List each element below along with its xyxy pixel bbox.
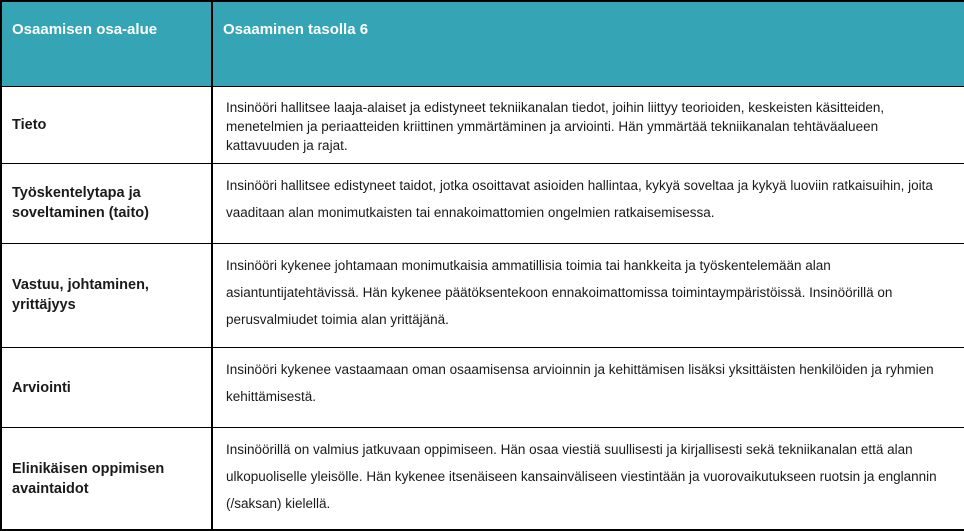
column-header-level-6: Osaaminen tasolla 6	[212, 1, 964, 86]
table-row-elinikainen	[1, 428, 964, 530]
table-body	[1, 86, 964, 530]
column-header-competence-area: Osaamisen osa-alue	[1, 1, 212, 86]
competence-description-cell: Insinööri hallitsee edistyneet taidot, jotka osoittavat asioiden hallintaa, kykyä soveltaa ja kykyä luoviin ratkaisuihin, joita vaaditaan alan monimutkaisten tai ennakoimattomien ongelmien ratkaisemisessa.	[212, 163, 964, 243]
competence-area-cell: Työskentelytapa ja soveltaminen (taito)	[1, 163, 212, 243]
competence-area-cell: Elinikäisen oppimisen avaintaidot	[1, 428, 212, 530]
competence-description-cell: Insinööri hallitsee laaja-alaiset ja edistyneet tekniikanalan tiedot, joihin liittyy teorioiden, keskeisten käsitteiden, menetelmien ja periaatteiden kriittinen ymmärtäminen ja arviointi. Hän ymmärtää tekniikanalan tehtäväalueen kattavuuden ja rajat.	[212, 86, 964, 163]
competence-area-cell: Tieto	[1, 86, 212, 163]
table-row-arviointi	[1, 348, 964, 428]
table-row-vastuu	[1, 243, 964, 347]
competence-area-cell: Vastuu, johtaminen, yrittäjyys	[1, 243, 212, 347]
competence-description-cell: Insinöörillä on valmius jatkuvaan oppimiseen. Hän osaa viestiä suullisesti ja kirjallisesti sekä tekniikanalan että alan ulkopuoliselle yleisölle. Hän kykenee itsenäiseen kansainväliseen viestintään ja vuorovaikutukseen ruotsin ja englannin (/saksan) kielellä.	[212, 428, 964, 530]
table-header	[1, 1, 964, 86]
header-row	[1, 1, 964, 86]
table-row-tieto	[1, 86, 964, 163]
competence-description-cell: Insinööri kykenee johtamaan monimutkaisia ammatillisia toimia tai hankkeita ja työskentelemään alan asiantuntijatehtävissä. Hän kykenee päätöksentekoon ennakoimattomissa toimintaympäristöissä. Insinöörillä on perusvalmiudet toimia alan yrittäjänä.	[212, 243, 964, 347]
competence-description-cell: Insinööri kykenee vastaamaan oman osaamisensa arvioinnin ja kehittämisen lisäksi yksittäisten henkilöiden ja ryhmien kehittämisestä.	[212, 348, 964, 428]
competence-area-cell: Arviointi	[1, 348, 212, 428]
table-row-tyoskentelytapa	[1, 163, 964, 243]
